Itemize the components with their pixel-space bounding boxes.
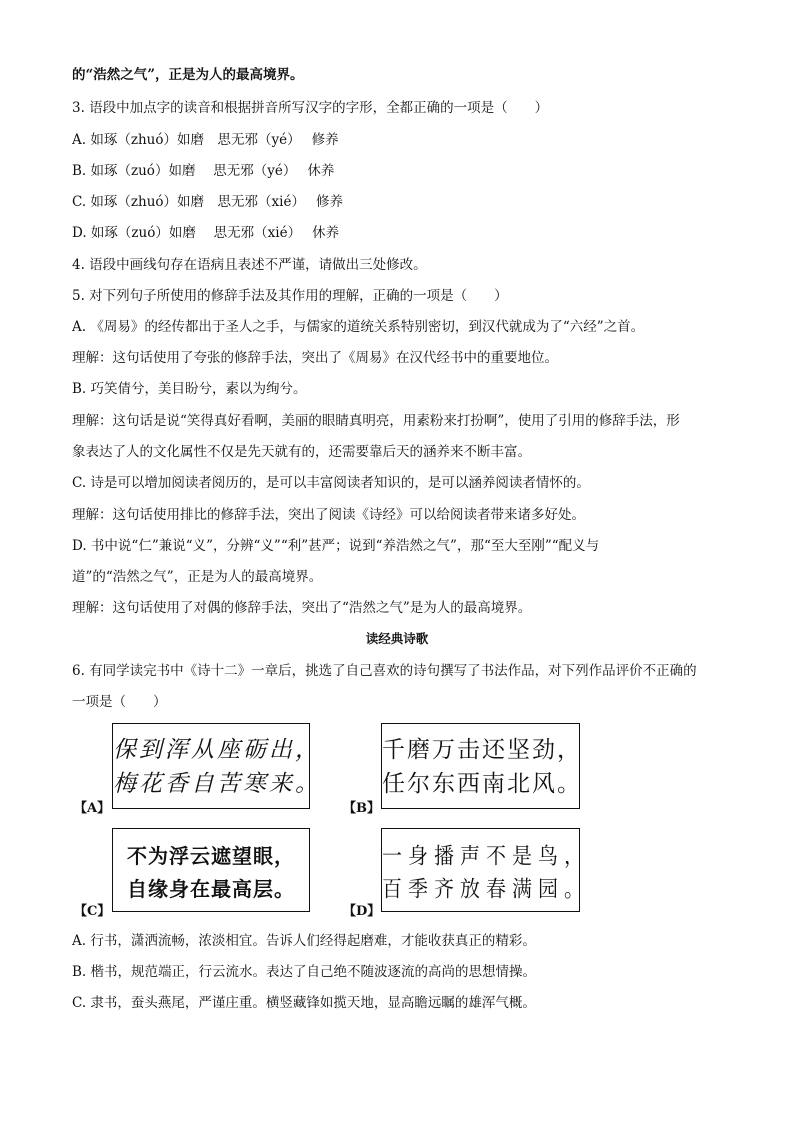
q5-option-b-explanation-cont: 象表达了人的文化属性不仅是先天就有的，还需要靠后天的涵养来不断丰富。 bbox=[72, 444, 531, 460]
question-6-cont: 一项是（ ） bbox=[72, 694, 167, 710]
question-4: 4. 语段中画线句存在语病且表述不严谨，请做出三处修改。 bbox=[72, 257, 427, 273]
q5-option-d-explanation: 理解：这句话使用了对偶的修辞手法，突出了“浩然之气”是为人的最高境界。 bbox=[72, 600, 532, 616]
artwork-b-line1: 千磨万击还坚劲， bbox=[382, 737, 582, 763]
q5-option-a-explanation: 理解：这句话使用了夸张的修辞手法，突出了《周易》在汉代经书中的重要地位。 bbox=[72, 350, 558, 366]
artwork-c-line2: 自缘身在最高层。 bbox=[127, 877, 295, 901]
q5-option-d-cont: 道”的“浩然之气”，正是为人的最高境界。 bbox=[72, 569, 323, 585]
artwork-a-line1: 保到浑从座砺出， bbox=[113, 737, 321, 763]
artwork-c bbox=[112, 828, 310, 912]
q3-option-c: C. 如琢（zhuó）如磨 思无邪（xié） 修养 bbox=[72, 194, 344, 210]
question-6: 6. 有同学读完书中《诗十二》一章后，挑选了自己喜欢的诗句撰写了书法作品，对下列作品评价不正确的 bbox=[72, 663, 697, 679]
q6-option-b: B. 楷书，规范端正，行云流水。表达了自己绝不随波逐流的高尚的思想情操。 bbox=[72, 964, 537, 980]
artwork-a-line2: 梅花香自苦寒来。 bbox=[113, 771, 321, 797]
artwork-a bbox=[112, 723, 321, 809]
q3-option-a: A. 如琢（zhuó）如磨 思无邪（yé） 修养 bbox=[72, 132, 339, 148]
question-3: 3. 语段中加点字的读音和根据拼音所写汉字的字形，全都正确的一项是（ ） bbox=[72, 100, 549, 116]
artwork-b-tag: 【B】 bbox=[343, 801, 380, 816]
question-5: 5. 对下列句子所使用的修辞手法及其作用的理解，正确的一项是（ ） bbox=[72, 288, 508, 304]
artwork-a-tag: 【A】 bbox=[74, 801, 111, 816]
q5-option-b: B. 巧笑倩兮，美目盼兮，素以为绚兮。 bbox=[72, 381, 307, 397]
text-line: 的“浩然之气”，正是为人的最高境界。 bbox=[72, 67, 304, 83]
q5-option-c-explanation: 理解：这句话使用排比的修辞手法，突出了阅读《诗经》可以给阅读者带来诸多好处。 bbox=[72, 507, 585, 523]
artwork-c-tag: 【C】 bbox=[74, 904, 111, 919]
artwork-d-tag: 【D】 bbox=[343, 904, 381, 919]
q5-option-b-explanation: 理解：这句话是说“笑得真好看啊，美丽的眼睛真明亮，用素粉来打扮啊”，使用了引用的修辞手法，形 bbox=[72, 413, 680, 429]
artwork-b-line2: 任尔东西南北风。 bbox=[382, 771, 582, 797]
section-heading: 读经典诗歌 bbox=[365, 631, 429, 646]
artwork-b bbox=[381, 723, 580, 809]
q5-option-a: A. 《周易》的经传都出于圣人之手，与儒家的道统关系特别密切，到汉代就成为了“六经”之首。 bbox=[72, 319, 645, 335]
artwork-d-line2: 百季齐放春满园。 bbox=[382, 875, 590, 903]
q5-option-c: C. 诗是可以增加阅读者阅历的，是可以丰富阅读者知识的，是可以涵养阅读者情怀的。 bbox=[72, 475, 590, 491]
artwork-c-line1: 不为浮云遮望眼， bbox=[127, 844, 295, 868]
q6-option-c: C. 隶书，蚕头燕尾，严谨庄重。横竖藏锋如揽天地，显高瞻远瞩的雄浑气概。 bbox=[72, 995, 536, 1011]
q3-option-b: B. 如琢（zuó）如磨 思无邪（yé） 休养 bbox=[72, 163, 335, 179]
artwork-d bbox=[381, 828, 590, 912]
q3-option-d: D. 如琢（zuó）如磨 思无邪（xié） 休养 bbox=[72, 225, 340, 241]
artwork-d-line1: 一身播声不是鸟， bbox=[382, 842, 590, 870]
q5-option-d: D. 书中说“仁”兼说“义”，分辨“义”“利”甚严；说到“养浩然之气”，那“至大至刚”“配义与 bbox=[72, 538, 600, 554]
q6-option-a: A. 行书，潇洒流畅，浓淡相宜。告诉人们经得起磨难，才能收获真正的精彩。 bbox=[72, 933, 536, 949]
